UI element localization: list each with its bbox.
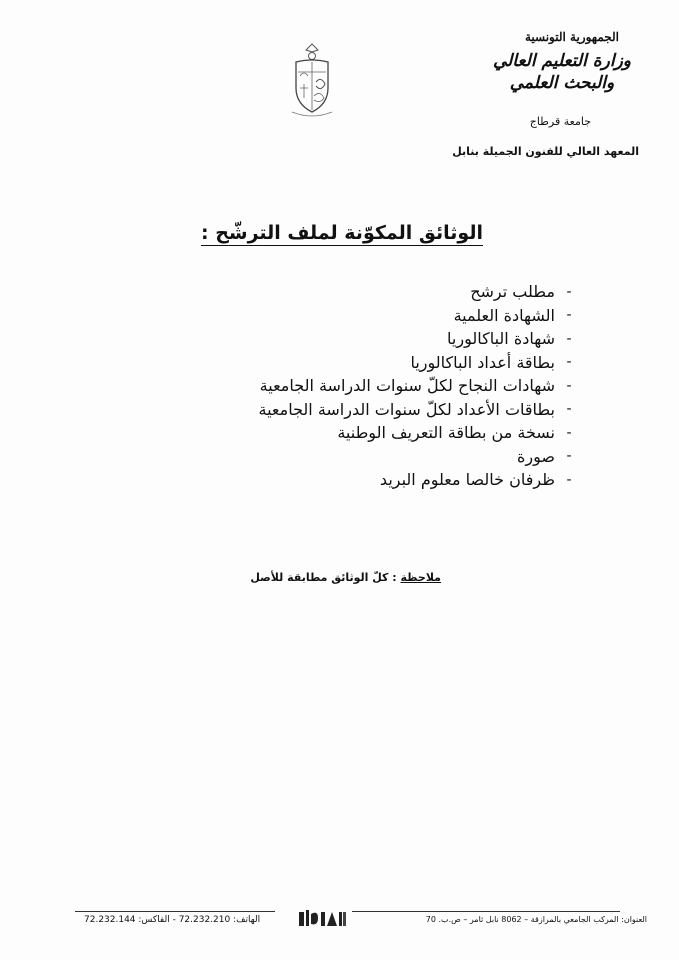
list-item <box>259 327 583 351</box>
list-item-label: مطلب ترشح <box>470 282 555 302</box>
list-item-label: بطاقة أعداد الباكالوريا <box>410 352 555 372</box>
list-item-label: شهادة الباكالوريا <box>447 329 555 349</box>
header-ministry <box>493 50 631 94</box>
header-ministry-line2: والبحث العلمي <box>509 73 615 93</box>
header-ministry-line1: وزارة التعليم العالي <box>492 51 631 71</box>
header-republic: الجمهورية التونسية <box>524 30 619 44</box>
list-item <box>259 280 583 304</box>
list-marker: - <box>566 354 572 371</box>
list-item-label: نسخة من بطاقة التعريف الوطنية <box>337 423 555 443</box>
list-item <box>259 374 583 398</box>
list-item <box>259 421 583 445</box>
note <box>250 571 441 584</box>
list-marker: - <box>566 377 572 394</box>
page-title: الوثائق المكوّنة لملف الترشّح : <box>200 222 483 244</box>
list-item-label: ظرفان خالصا معلوم البريد <box>379 470 555 490</box>
footer-divider-left <box>75 911 275 912</box>
list-item-label: شهادات النجاح لكلّ سنوات الدراسة الجامعية <box>259 376 555 396</box>
list-marker: - <box>566 401 572 418</box>
list-marker: - <box>566 424 572 441</box>
list-item <box>259 468 583 492</box>
list-item <box>259 445 583 469</box>
footer-address: العنوان: المركب الجامعي بالمرازقة – 8062 نابل ثامر – ص.ب. 70 <box>425 915 647 924</box>
list-marker: - <box>566 330 572 347</box>
list-marker: - <box>566 471 572 488</box>
list-item-label: صورة <box>517 446 555 466</box>
note-text: : كلّ الوثائق مطابقة للأصل <box>250 571 401 584</box>
footer-divider-right <box>352 911 620 912</box>
footer-phone-fax: الهاتف: 72.232.210 - الفاكس: 72.232.144 <box>84 915 261 925</box>
list-marker: - <box>566 307 572 324</box>
list-marker: - <box>566 283 572 300</box>
documents-list <box>259 280 583 492</box>
list-item-label: بطاقات الأعداد لكلّ سنوات الدراسة الجامعية <box>258 399 555 419</box>
institute-logo-icon <box>296 906 348 932</box>
list-item-label: الشهادة العلمية <box>453 305 555 325</box>
header-university: جامعة قرطاج <box>529 115 591 128</box>
tunisia-coat-of-arms-icon <box>288 42 336 118</box>
note-label: ملاحظة <box>400 571 441 584</box>
header-institute: المعهد العالي للفنون الجميلة بنابل <box>452 145 639 158</box>
list-item <box>259 351 583 375</box>
list-item <box>259 398 583 422</box>
list-marker: - <box>566 448 572 465</box>
list-item <box>259 304 583 328</box>
